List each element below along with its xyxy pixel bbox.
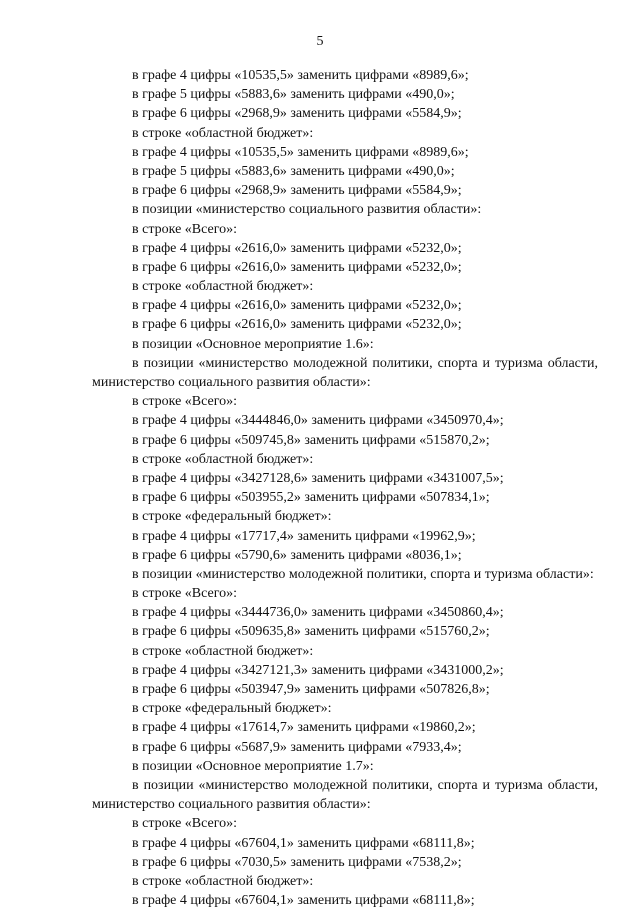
document-line: в графе 5 цифры «5883,6» заменить цифрами «490,0»; [132, 87, 455, 103]
document-line: в строке «областной бюджет»: [132, 873, 314, 889]
document-line: в графе 6 цифры «5687,9» заменить цифрами «7933,4»; [132, 739, 462, 755]
document-line: в позиции «министерство социального развития области»: [132, 202, 482, 218]
document-line: в графе 4 цифры «2616,0» заменить цифрами «5232,0»; [132, 298, 462, 314]
document-line: в графе 6 цифры «5790,6» заменить цифрами «8036,1»; [132, 547, 462, 563]
document-line: в графе 4 цифры «17717,4» заменить цифрами «19962,9»; [132, 528, 476, 544]
document-line: в графе 4 цифры «3427121,3» заменить цифрами «3431000,2»; [132, 662, 504, 678]
document-line: в графе 5 цифры «5883,6» заменить цифрами «490,0»; [132, 163, 455, 179]
document-line: в позиции «Основное мероприятие 1.7»: [132, 758, 374, 774]
document-line: в графе 4 цифры «3427128,6» заменить цифрами «3431007,5»; [132, 470, 504, 486]
document-line: в графе 4 цифры «10535,5» заменить цифрами «8989,6»; [132, 68, 469, 83]
document-line: в графе 4 цифры «10535,5» заменить цифрами «8989,6»; [132, 144, 469, 160]
document-line: в графе 6 цифры «2616,0» заменить цифрами «5232,0»; [132, 259, 462, 275]
document-line: в строке «областной бюджет»: [132, 125, 314, 141]
document-line: в графе 4 цифры «17614,7» заменить цифрами «19860,2»; [132, 720, 476, 736]
page-number: 5 [316, 34, 324, 49]
document-line: в графе 4 цифры «3444736,0» заменить цифрами «3450860,4»; [132, 605, 504, 621]
document-line: в графе 6 цифры «503955,2» заменить цифрами «507834,1»; [132, 490, 490, 506]
document-line: в строке «областной бюджет»: [132, 451, 314, 467]
document-line: в графе 4 цифры «3444846,0» заменить цифрами «3450970,4»; [132, 413, 504, 429]
document-line: в строке «областной бюджет»: [132, 279, 314, 295]
document-line: в позиции «Основное мероприятие 1.6»: [132, 336, 374, 352]
document-line: в позиции «министерство молодежной политики, спорта и туризма области»: [132, 566, 594, 582]
document-line: в графе 6 цифры «2968,9» заменить цифрами «5584,9»; [132, 183, 462, 199]
document-line: в строке «Всего»: [132, 221, 237, 237]
document-paragraph: в позиции «министерство молодежной политики, спорта и туризма области, министерство социального развития области»: [92, 777, 598, 813]
document-line: в графе 4 цифры «2616,0» заменить цифрами «5232,0»; [132, 240, 462, 256]
document-line: в строке «Всего»: [132, 586, 237, 602]
document-line: в графе 6 цифры «509635,8» заменить цифрами «515760,2»; [132, 624, 490, 640]
document-line: в строке «федеральный бюджет»: [132, 701, 332, 717]
document-line: в графе 6 цифры «503947,9» заменить цифрами «507826,8»; [132, 682, 490, 698]
document-line: в графе 6 цифры «2968,9» заменить цифрами «5584,9»; [132, 106, 462, 122]
document-paragraph: в позиции «министерство молодежной политики, спорта и туризма области, министерство социального развития области»: [92, 355, 598, 391]
document-line: в строке «федеральный бюджет»: [132, 509, 332, 525]
document-line: в графе 4 цифры «67604,1» заменить цифрами «68111,8»; [132, 893, 475, 909]
document-line: в графе 4 цифры «67604,1» заменить цифрами «68111,8»; [132, 835, 475, 851]
document-body [92, 66, 598, 910]
document-line: в строке «Всего»: [132, 394, 237, 410]
document-line: в строке «областной бюджет»: [132, 643, 314, 659]
document-line: в графе 6 цифры «7030,5» заменить цифрами «7538,2»; [132, 854, 462, 870]
document-line: в графе 6 цифры «2616,0» заменить цифрами «5232,0»; [132, 317, 462, 333]
document-line: в строке «Всего»: [132, 816, 237, 832]
document-line: в графе 6 цифры «509745,8» заменить цифрами «515870,2»; [132, 432, 490, 448]
